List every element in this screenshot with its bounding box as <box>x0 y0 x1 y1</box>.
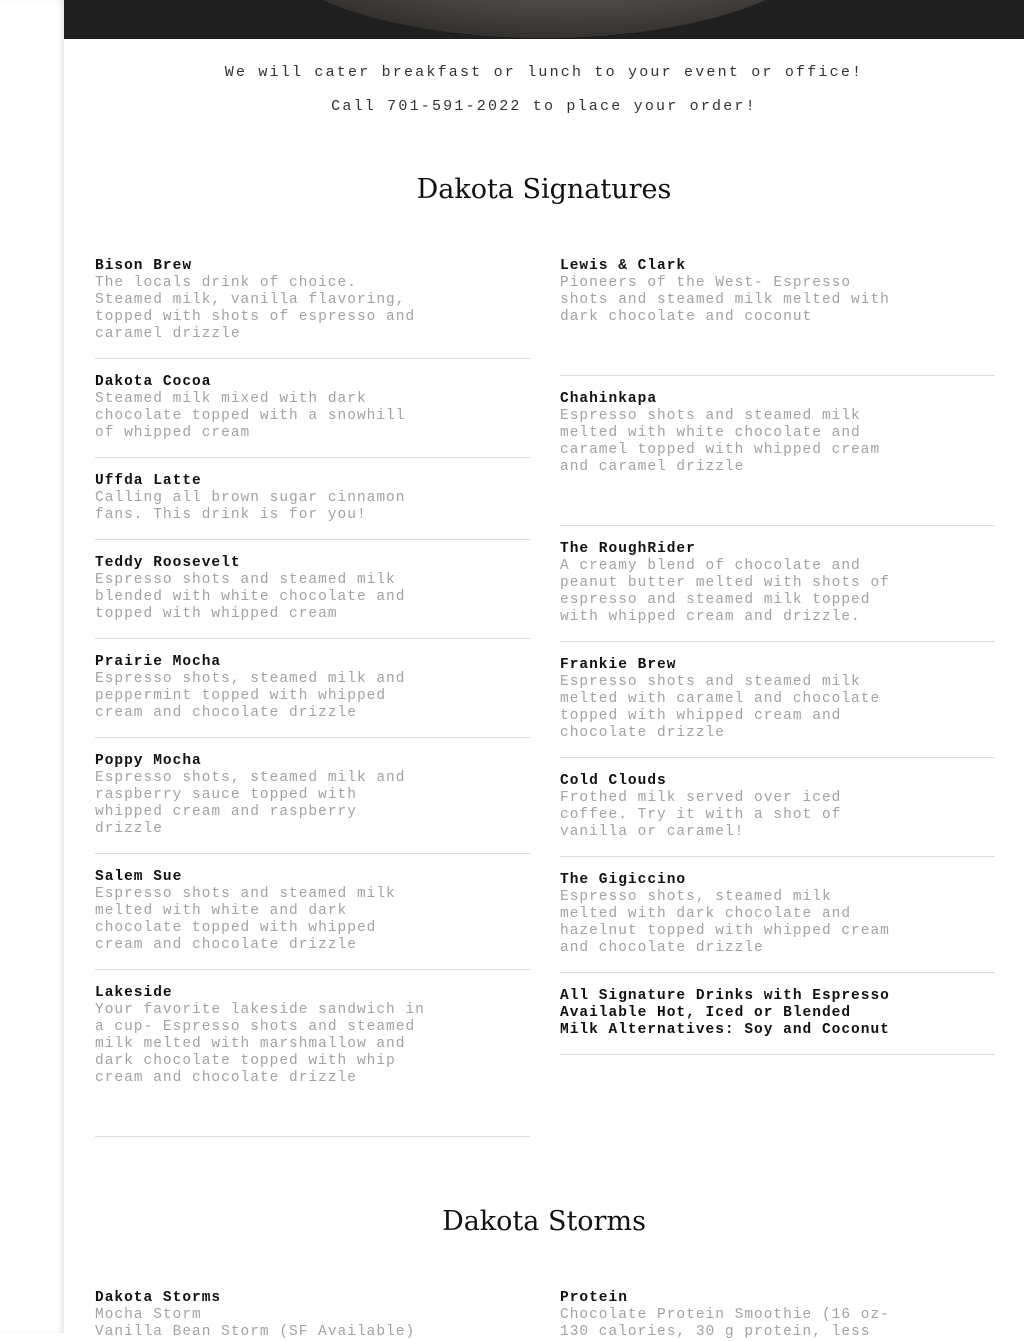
call-to-order-text: Call 701-591-2022 to place your order! <box>331 98 757 115</box>
menu-item-description: Steamed milk mixed with dark chocolate topped with a snowhill of whipped cream <box>95 391 406 441</box>
menu-item-description: Espresso shots and steamed milk melted with white chocolate and caramel topped with whipped cream and caramel drizzle <box>560 408 881 475</box>
left-gutter <box>0 0 64 1333</box>
menu-item-name: Teddy Roosevelt <box>95 555 241 571</box>
menu-item <box>95 374 530 442</box>
menu-item-description: Calling all brown sugar cinnamon fans. This drink is for you! <box>95 490 406 523</box>
menu-item <box>95 258 530 343</box>
menu-item-name: The RoughRider <box>560 541 696 557</box>
menu-item <box>95 654 530 722</box>
menu-item-description: Espresso shots and steamed milk melted with white and dark chocolate topped with whipped cream and chocolate drizzle <box>95 886 396 953</box>
divider <box>95 737 530 738</box>
menu-item-description: Espresso shots, steamed milk melted with dark chocolate and hazelnut topped with whipped cream and chocolate drizzle <box>560 889 890 956</box>
divider <box>560 856 995 857</box>
menu-item-name: Cold Clouds <box>560 773 667 789</box>
coffee-bowl-image <box>264 0 824 38</box>
menu-item <box>95 473 530 524</box>
divider <box>95 539 530 540</box>
menu-item-description: The locals drink of choice. Steamed milk, vanilla flavoring, topped with shots of espresso and caramel drizzle <box>95 275 416 342</box>
divider <box>560 1054 995 1055</box>
menu-item-description: Chocolate Protein Smoothie (16 oz- 130 calories, 30 g protein, less <box>560 1307 890 1340</box>
menu-item-name: Prairie Mocha <box>95 654 222 670</box>
menu-item-name: Salem Sue <box>95 869 183 885</box>
divider <box>560 757 995 758</box>
menu-item <box>560 773 995 841</box>
menu-item <box>95 555 530 623</box>
divider <box>95 969 530 970</box>
divider <box>560 525 995 526</box>
divider <box>95 457 530 458</box>
menu-item-description: Espresso shots, steamed milk and peppermint topped with whipped cream and chocolate drizzle <box>95 671 406 721</box>
menu-item-name: Bison Brew <box>95 258 193 274</box>
divider <box>95 638 530 639</box>
menu-item <box>95 753 530 838</box>
availability-note <box>560 988 995 1039</box>
menu-item-description: Espresso shots and steamed milk blended with white chocolate and topped with whipped cream <box>95 572 406 622</box>
divider <box>560 972 995 973</box>
menu-item <box>95 1290 530 1341</box>
menu-item-name: Dakota Storms <box>95 1290 222 1306</box>
menu-item <box>560 541 995 626</box>
menu-item-name: Lakeside <box>95 985 173 1001</box>
catering-text: We will cater breakfast or lunch to your event or office! <box>224 64 864 81</box>
menu-item-description: Frothed milk served over iced coffee. Try it with a shot of vanilla or caramel! <box>560 790 842 840</box>
menu-item-name: Lewis & Clark <box>560 258 687 274</box>
menu-item-name: Chahinkapa <box>560 391 658 407</box>
menu-item-name: Frankie Brew <box>560 657 677 673</box>
menu-item <box>560 391 995 476</box>
divider <box>95 853 530 854</box>
menu-item <box>95 985 530 1087</box>
menu-item-name: The Gigiccino <box>560 872 687 888</box>
menu-item-description: Espresso shots, steamed milk and raspberry sauce topped with whipped cream and raspberry drizzle <box>95 770 406 837</box>
menu-item-name: Uffda Latte <box>95 473 202 489</box>
signatures-heading: Dakota Signatures <box>416 174 672 205</box>
menu-item <box>560 1290 995 1341</box>
menu-item-description: Espresso shots and steamed milk melted with caramel and chocolate topped with whipped cream and chocolate drizzle <box>560 674 881 741</box>
menu-item-name: Protein <box>560 1290 628 1306</box>
hero-image <box>64 0 1024 39</box>
menu-item <box>560 258 995 326</box>
menu-item-description: Your favorite lakeside sandwich in a cup- Espresso shots and steamed milk melted with marshmallow and dark chocolate topped with whip cream and chocolate drizzle <box>95 1002 425 1086</box>
divider <box>560 375 995 376</box>
menu-item-name: Poppy Mocha <box>95 753 202 769</box>
menu-item <box>560 872 995 957</box>
menu-item-description: Pioneers of the West- Espresso shots and steamed milk melted with dark chocolate and coconut <box>560 275 890 325</box>
divider <box>560 641 995 642</box>
menu-item-description: A creamy blend of chocolate and peanut butter melted with shots of espresso and steamed milk topped with whipped cream and drizzle. <box>560 558 890 625</box>
menu-item <box>560 657 995 742</box>
divider <box>95 1136 530 1137</box>
divider <box>95 358 530 359</box>
menu-item-description: Mocha Storm Vanilla Bean Storm (SF Available) <box>95 1307 416 1340</box>
menu-item-name: All Signature Drinks with Espresso Available Hot, Iced or Blended Milk Alternatives: Soy and Coconut <box>560 988 890 1038</box>
menu-item <box>95 869 530 954</box>
menu-item-name: Dakota Cocoa <box>95 374 212 390</box>
storms-heading: Dakota Storms <box>442 1206 646 1237</box>
